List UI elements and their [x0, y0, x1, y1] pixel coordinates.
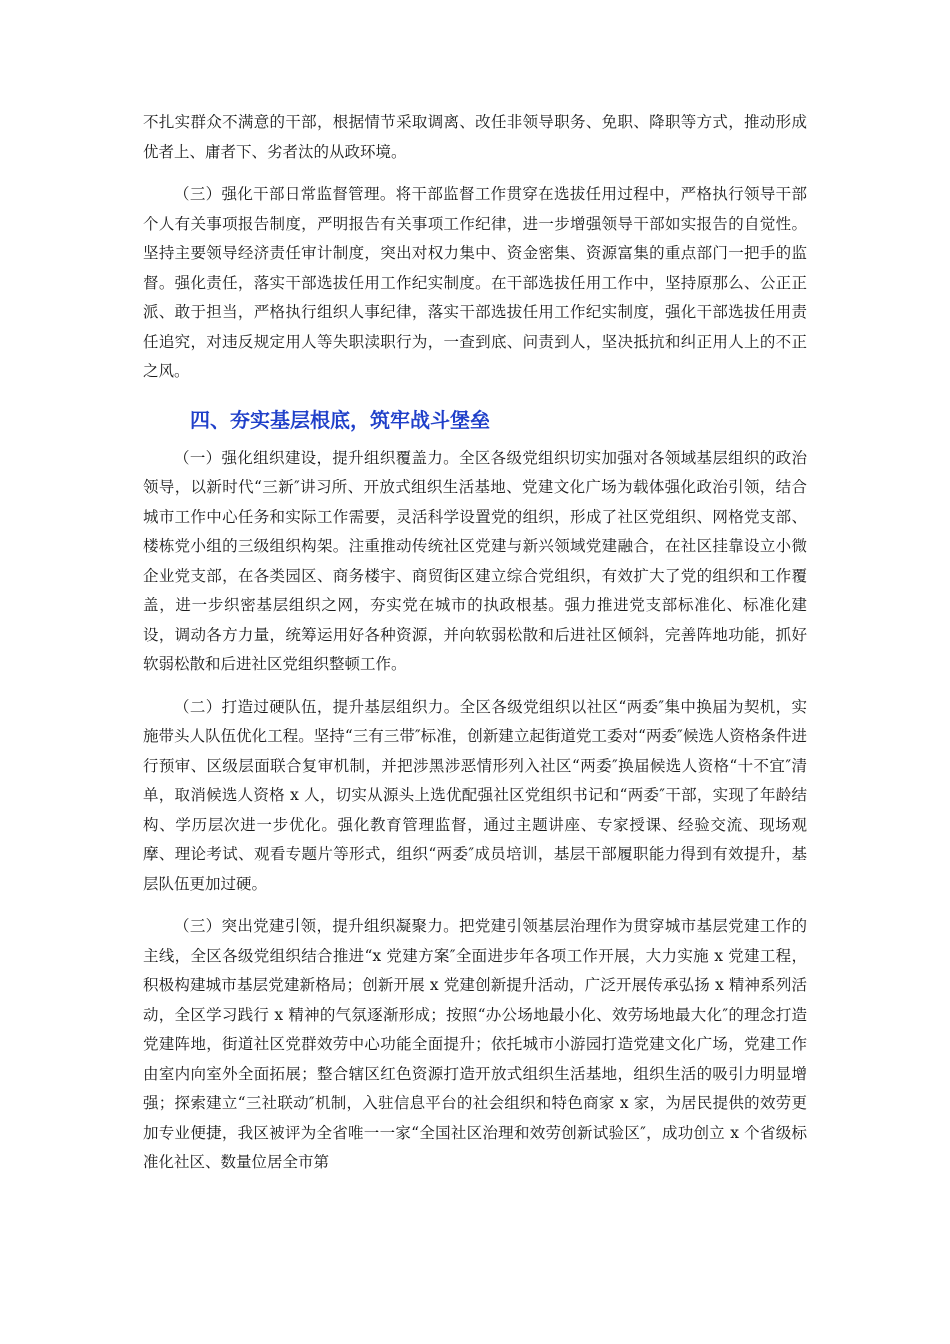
paragraph-cadre-supervision: （三）强化干部日常监督管理。将干部监督工作贯穿在选拔任用过程中，严格执行领导干部个人有关事项报告制度，严明报告有关事项工作纪律，进一步增强领导干部如实报告的自觉性。坚持主要领导经济责任审计制度，突出对权力集中、资金密集、资源富集的重点部门一把手的监督。强化责任，落实干部选拔任用工作纪实制度。在干部选拔任用工作中，坚持原那么、公正正派、敢于担当，严格执行组织人事纪律，落实干部选拔任用工作纪实制度，强化干部选拔任用责任追究，对违反规定用人等失职渎职行为，一查到底、问责到人，坚决抵抗和纠正用人上的不正之风。 — [143, 185, 807, 380]
paragraph-organization-building: （一）强化组织建设，提升组织覆盖力。全区各级党组织切实加强对各领域基层组织的政治领导，以新时代“三新″讲习所、开放式组织生活基地、党建文化广场为载体强化政治引领，结合城市工作中心任务和实际工作需要，灵活科学设置党的组织，形成了社区党组织、网格党支部、楼栋党小组的三级组织构架。注重推动传统社区党建与新兴领域党建融合，在社区挂靠设立小微企业党支部，在各类园区、商务楼宇、商贸街区建立综合党组织，有效扩大了党的组织和工作覆盖，进一步织密基层组织之网，夯实党在城市的执政根基。强力推进党支部标准化、标准化建设，调动各方力量，统筹运用好各种资源，并向软弱松散和后进社区倾斜，完善阵地功能，抓好软弱松散和后进社区党组织整顿工作。 — [143, 448, 807, 673]
section-heading: 四、夯实基层根底，筑牢战斗堡垒 — [190, 407, 490, 432]
paragraph-continued: 不扎实群众不满意的干部，根据情节采取调离、改任非领导职务、免职、降职等方式，推动形成优者上、庸者下、劣者汰的从政环境。 — [143, 113, 807, 161]
document-body — [143, 108, 807, 1191]
paragraph-party-leadership: （三）突出党建引领，提升组织凝聚力。把党建引领基层治理作为贯穿城市基层党建工作的主线，全区各级党组织结合推进“x 党建方案″全面进步年各项工作开展，大力实施 x 党建工程，积极构建城市基层党建新格局；创新开展 x 党建创新提升活动，广泛开展传承弘扬 x 精神系列活动，全区学习践行 x 精神的气氛逐渐形成；按照“办公场地最小化、效劳场地最大化″的理念打造党建阵地，街道社区党群效劳中心功能全面提升；依托城市小游园打造党建文化广场，党建工作由室内向室外全面拓展；整合辖区红色资源打造开放式组织生活基地，组织生活的吸引力明显增强；探索建立“三社联动″机制，入驻信息平台的社会组织和特色商家 x 家，为居民提供的效劳更加专业便捷，我区被评为全省唯一一家“全国社区治理和效劳创新试验区″，成功创立 x 个省级标准化社区、数量位居全市第 — [143, 917, 807, 1171]
paragraph-team-building: （二）打造过硬队伍，提升基层组织力。全区各级党组织以社区“两委″集中换届为契机，实施带头人队伍优化工程。坚持“三有三带″标准，创新建立起街道党工委对“两委″候选人资格条件进行预审、区级层面联合复审机制，并把涉黑涉恶情形列入社区“两委″换届候选人资格“十不宜″清单，取消候选人资格 x 人，切实从源头上选优配强社区党组织书记和“两委″干部，实现了年龄结构、学历层次进一步优化。强化教育管理监督，通过主题讲座、专家授课、经验交流、现场观摩、理论考试、观看专题片等形式，组织“两委″成员培训，基层干部履职能力得到有效提升，基层队伍更加过硬。 — [143, 697, 807, 893]
